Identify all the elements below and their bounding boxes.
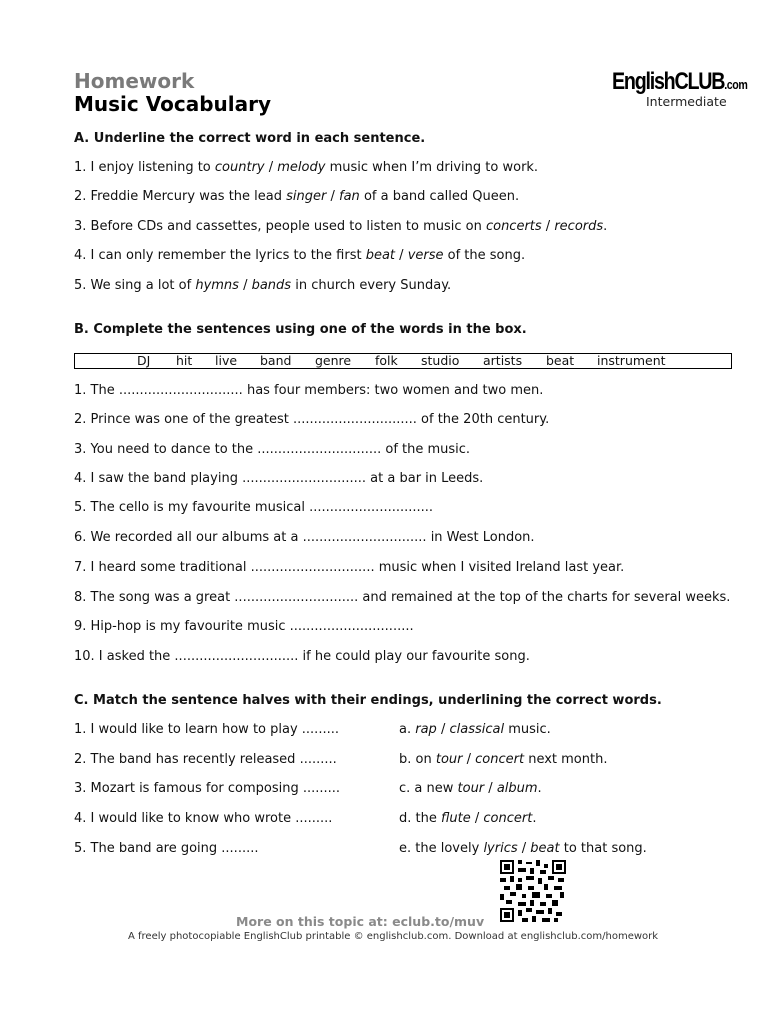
option-2: beat <box>530 841 560 856</box>
section-c-right-item <box>399 722 551 737</box>
option-2: album <box>496 781 538 796</box>
word-box-item: studio <box>421 353 460 368</box>
option-2: fan <box>339 189 360 204</box>
section-c-right-item <box>399 811 536 826</box>
item-post: . <box>537 781 542 796</box>
item-pre: 4. I can only remember the lyrics to the first <box>74 248 366 263</box>
section-a-item <box>74 278 451 293</box>
section-b-item: 5. The cello is my favourite musical .............................. <box>74 500 434 515</box>
section-c-left-item: 5. The band are going ......... <box>74 841 259 856</box>
option-1: country <box>214 160 265 175</box>
option-1: tour <box>457 781 485 796</box>
more-on-topic-link[interactable]: More on this topic at: eclub.to/muv <box>236 914 485 929</box>
word-box-item: live <box>215 353 238 368</box>
section-b-item: 9. Hip-hop is my favourite music .............................. <box>74 619 414 634</box>
englishclub-logo[interactable] <box>612 68 747 96</box>
item-post: . <box>532 811 537 826</box>
level-label: Intermediate <box>646 94 727 109</box>
section-c-left-item: 2. The band has recently released ......... <box>74 752 337 767</box>
page-title: Music Vocabulary <box>74 92 272 116</box>
option-separator: / <box>462 752 476 767</box>
item-post: . <box>603 219 608 234</box>
item-pre: d. the <box>399 811 441 826</box>
section-a-item <box>74 160 538 175</box>
item-post: of a band called Queen. <box>359 189 520 204</box>
option-2: melody <box>277 160 326 175</box>
word-box-item: instrument <box>597 353 666 368</box>
option-1: beat <box>365 248 396 263</box>
qr-code[interactable] <box>500 860 566 922</box>
item-pre: c. a new <box>399 781 458 796</box>
option-1: concerts <box>485 219 542 234</box>
section-b-item: 1. The .............................. has four members: two women and two men. <box>74 383 544 398</box>
option-separator: / <box>436 722 450 737</box>
item-post: music when I’m driving to work. <box>325 160 539 175</box>
section-c-right-item <box>399 752 607 767</box>
word-box-item: DJ <box>137 353 151 368</box>
section-c-heading: C. Match the sentence halves with their endings, underlining the correct words. <box>74 693 662 708</box>
option-1: hymns <box>195 278 239 293</box>
option-separator: / <box>517 841 531 856</box>
word-box-item: artists <box>483 353 523 368</box>
word-box-item: band <box>260 353 292 368</box>
section-b-heading: B. Complete the sentences using one of the words in the box. <box>74 322 527 337</box>
footer-credit: A freely photocopiable EnglishClub printable © englishclub.com. Download at englishclub.com/homework <box>128 931 659 942</box>
section-a-item <box>74 189 519 204</box>
option-separator: / <box>541 219 555 234</box>
option-1: lyrics <box>483 841 518 856</box>
option-2: bands <box>251 278 292 293</box>
section-a-item <box>74 248 525 263</box>
item-pre: e. the lovely <box>399 841 484 856</box>
option-separator: / <box>395 248 408 263</box>
option-separator: / <box>484 781 497 796</box>
item-post: in church every Sunday. <box>291 278 452 293</box>
section-b-item: 2. Prince was one of the greatest .............................. of the 20th century. <box>74 412 550 427</box>
item-pre: b. on <box>399 752 436 767</box>
section-a-heading: A. Underline the correct word in each sentence. <box>74 131 426 146</box>
section-c-left-item: 3. Mozart is famous for composing ......... <box>74 781 341 796</box>
option-separator: / <box>470 811 484 826</box>
section-b-item: 3. You need to dance to the .............................. of the music. <box>74 442 471 457</box>
logo-domain: .com <box>724 77 748 92</box>
item-pre: 5. We sing a lot of <box>74 278 196 293</box>
option-2: concert <box>475 752 525 767</box>
section-b-item: 8. The song was a great .............................. and remained at the top of the charts for several weeks. <box>74 590 731 605</box>
word-box-item: folk <box>375 353 398 368</box>
option-separator: / <box>326 189 340 204</box>
item-pre: 2. Freddie Mercury was the lead <box>74 189 287 204</box>
option-1: rap <box>415 722 437 737</box>
option-1: tour <box>435 752 463 767</box>
option-2: verse <box>407 248 444 263</box>
section-a-item <box>74 219 607 234</box>
section-b-item: 4. I saw the band playing .............................. at a bar in Leeds. <box>74 471 484 486</box>
item-post: of the song. <box>443 248 526 263</box>
section-c-left-item: 1. I would like to learn how to play ......... <box>74 722 339 737</box>
section-c-right-item <box>399 841 647 856</box>
section-c-right-item <box>399 781 542 796</box>
word-box <box>74 353 732 369</box>
item-post: to that song. <box>559 841 647 856</box>
section-b-item: 7. I heard some traditional .............................. music when I visited Ireland last year. <box>74 560 625 575</box>
word-box-item: genre <box>315 353 352 368</box>
option-separator: / <box>238 278 252 293</box>
item-post: next month. <box>524 752 608 767</box>
logo-main: EnglishCLUB <box>612 68 725 95</box>
page-kicker: Homework <box>74 69 195 93</box>
item-pre: a. <box>399 722 416 737</box>
option-2: records <box>554 219 604 234</box>
section-b-item: 6. We recorded all our albums at a .............................. in West London. <box>74 530 535 545</box>
option-2: classical <box>449 722 505 737</box>
word-box-item: beat <box>546 353 575 368</box>
item-pre: 3. Before CDs and cassettes, people used to listen to music on <box>74 219 486 234</box>
item-post: music. <box>504 722 551 737</box>
section-b-item: 10. I asked the .............................. if he could play our favourite song. <box>74 649 530 664</box>
option-1: flute <box>440 811 471 826</box>
word-box-item: hit <box>176 353 193 368</box>
option-1: singer <box>286 189 327 204</box>
option-2: concert <box>483 811 533 826</box>
option-separator: / <box>264 160 278 175</box>
section-c-left-item: 4. I would like to know who wrote ......... <box>74 811 333 826</box>
item-pre: 1. I enjoy listening to <box>74 160 215 175</box>
